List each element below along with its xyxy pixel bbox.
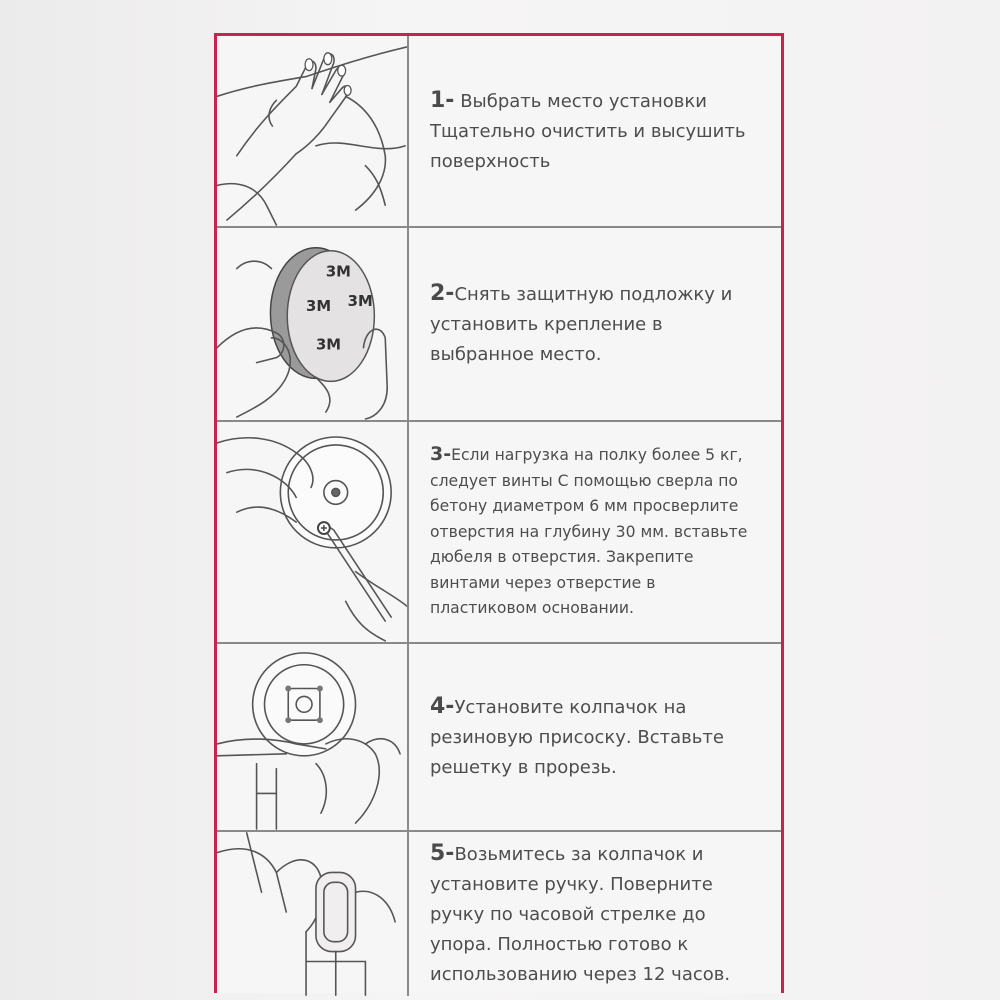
step-4-line-2: резиновую присоску. Вставьте: [430, 726, 724, 748]
handle-turn-icon: [217, 832, 407, 996]
3m-logo-4: 3M: [315, 336, 342, 354]
step-3-line-1: 3-Если нагрузка на полку более 5 кг,: [430, 443, 743, 466]
step-2-row: [217, 228, 781, 422]
step-5-line-5: использованию через 12 часов.: [430, 963, 731, 985]
step-2-illustration: [217, 228, 409, 420]
3m-logo-2: 3M: [306, 298, 332, 316]
step-3-line-2: следует винты С помощью сверла по: [430, 471, 738, 490]
step-4-illustration: [217, 644, 409, 830]
adhesive-disc-icon: [217, 228, 407, 420]
step-2-line-3: выбранное место.: [430, 343, 602, 365]
step-5-line-2: установите ручку. Поверните: [430, 873, 713, 895]
step-1-row: [217, 36, 781, 228]
screwdriver-icon: [217, 422, 407, 642]
step-4-number: 4-: [430, 693, 455, 719]
hand-wiping-icon: [217, 36, 407, 226]
step-2-text: [430, 228, 775, 420]
step-5-line-1: 5-Возьмитесь за колпачок и: [430, 840, 704, 866]
step-1-line-3: поверхность: [430, 150, 551, 172]
step-5-illustration: [217, 832, 409, 996]
step-3-line-4: отверстия на глубину 30 мм. вставьте: [430, 522, 748, 541]
step-2-line-1: 2-Снять защитную подложку и: [430, 280, 733, 306]
step-3-text: [430, 422, 775, 642]
step-5-text: [430, 832, 775, 996]
step-5-line-3: ручку по часовой стрелке до: [430, 903, 706, 925]
step-5-line-4: упора. Полностью готово к: [430, 933, 689, 955]
step-2-number: 2-: [430, 280, 455, 306]
step-3-line-5: дюбеля в отверстия. Закрепите: [430, 548, 694, 567]
step-3-line-3: бетону диаметром 6 мм просверлите: [430, 497, 739, 516]
step-4-text: [430, 644, 775, 830]
suction-cap-icon: [217, 644, 407, 830]
step-3-line-6: винтами через отверстие в: [430, 573, 656, 592]
step-5-row: [217, 832, 781, 996]
3m-logo-1: 3M: [325, 263, 351, 281]
step-5-number: 5-: [430, 840, 455, 866]
step-1-number: 1-: [430, 87, 455, 113]
step-3-line-7: пластиковом основании.: [430, 599, 634, 618]
step-4-line-3: решетку в прорезь.: [430, 756, 617, 778]
step-4-line-1: 4-Установите колпачок на: [430, 693, 687, 719]
step-4-row: [217, 644, 781, 832]
step-1-text: [430, 36, 775, 226]
step-2-line-2: установить крепление в: [430, 313, 663, 335]
step-1-line-2: Тщательно очистить и высушить: [430, 120, 746, 142]
step-3-number: 3-: [430, 443, 452, 466]
step-3-illustration: [217, 422, 409, 642]
3m-logo-3: 3M: [347, 293, 373, 311]
step-1-illustration: [217, 36, 409, 226]
step-3-row: [217, 422, 781, 644]
instruction-frame: [214, 33, 784, 993]
step-1-line-1: 1- Выбрать место установки: [430, 87, 707, 113]
